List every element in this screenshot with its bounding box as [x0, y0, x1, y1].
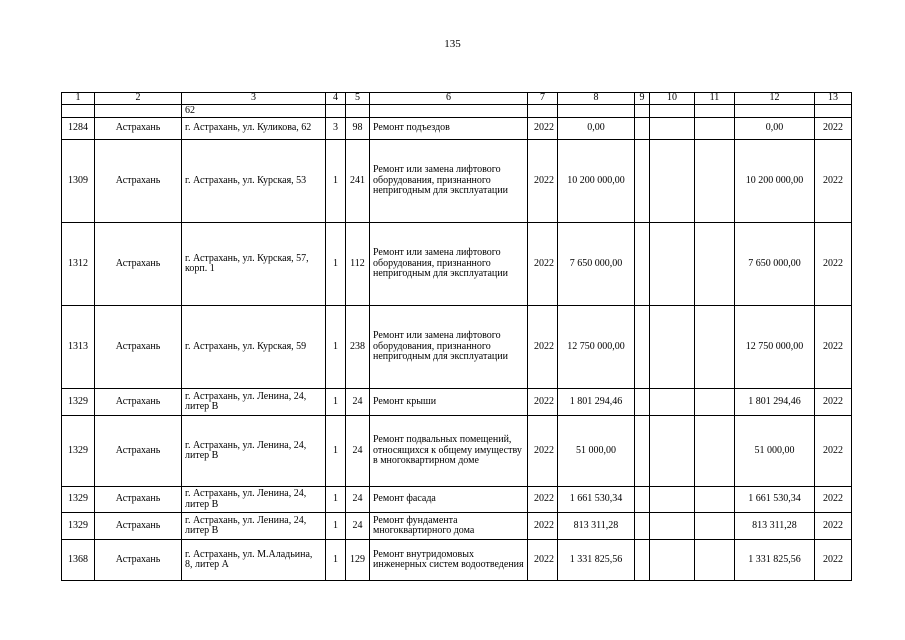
apartments-cell: 98	[346, 118, 370, 140]
col10-cell	[650, 487, 695, 513]
year-cell: 2022	[528, 513, 558, 540]
row-number-cell: 1284	[62, 118, 95, 140]
amount-cell: 1 661 530,34	[558, 487, 635, 513]
col10-cell	[650, 223, 695, 306]
col11-cell	[695, 487, 735, 513]
apartments-cell: 24	[346, 513, 370, 540]
work-type-cell: Ремонт внутридомовых инженерных систем водоотведения	[370, 540, 528, 581]
col9-cell	[635, 487, 650, 513]
year-cell: 2022	[528, 140, 558, 223]
column-number: 10	[650, 93, 695, 105]
city-cell: Астрахань	[95, 223, 182, 306]
apartments-cell: 112	[346, 223, 370, 306]
col9-cell	[635, 389, 650, 416]
address-cell: г. Астрахань, ул. Ленина, 24, литер В	[182, 487, 326, 513]
col11-cell	[695, 306, 735, 389]
column-number: 7	[528, 93, 558, 105]
col9-cell	[635, 118, 650, 140]
row-number-cell: 1368	[62, 540, 95, 581]
year-cell: 2022	[528, 540, 558, 581]
col10-cell	[650, 306, 695, 389]
row-number-cell: 1313	[62, 306, 95, 389]
total-cell: 7 650 000,00	[735, 223, 815, 306]
end-year-cell: 2022	[815, 306, 852, 389]
end-year-cell: 2022	[815, 513, 852, 540]
city-cell: Астрахань	[95, 540, 182, 581]
work-type-cell: Ремонт подвальных помещений, относящихся к общему имуществу в многоквартирном доме	[370, 416, 528, 487]
apartments-cell: 238	[346, 306, 370, 389]
entrances-cell: 3	[326, 118, 346, 140]
page-number: 135	[444, 38, 461, 50]
row-number-cell: 1329	[62, 513, 95, 540]
amount-cell: 0,00	[558, 118, 635, 140]
end-year-cell: 2022	[815, 416, 852, 487]
col11-cell	[695, 118, 735, 140]
apartments-cell: 129	[346, 540, 370, 581]
col9-cell	[635, 416, 650, 487]
table-row	[62, 118, 852, 140]
year-cell: 2022	[528, 118, 558, 140]
col9-cell	[635, 140, 650, 223]
address-cell: г. Астрахань, ул. Ленина, 24, литер В	[182, 416, 326, 487]
amount-cell: 10 200 000,00	[558, 140, 635, 223]
column-number-row	[62, 93, 852, 105]
col10-cell	[650, 389, 695, 416]
col9-cell	[635, 540, 650, 581]
column-number: 4	[326, 93, 346, 105]
work-type-cell: Ремонт подъездов	[370, 118, 528, 140]
row-number-cell: 1329	[62, 389, 95, 416]
col9-cell	[635, 306, 650, 389]
col10-cell	[650, 140, 695, 223]
table-row	[62, 140, 852, 223]
entrances-cell: 1	[326, 306, 346, 389]
table-row	[62, 306, 852, 389]
entrances-cell: 1	[326, 140, 346, 223]
amount-cell: 1 331 825,56	[558, 540, 635, 581]
city-cell: Астрахань	[95, 140, 182, 223]
entrances-cell: 1	[326, 487, 346, 513]
col11-cell	[695, 223, 735, 306]
col10-cell	[650, 118, 695, 140]
amount-cell: 813 311,28	[558, 513, 635, 540]
col10-cell	[650, 540, 695, 581]
row-number-cell: 1329	[62, 487, 95, 513]
city-cell: Астрахань	[95, 118, 182, 140]
year-cell: 2022	[528, 306, 558, 389]
row-number-cell: 1312	[62, 223, 95, 306]
col10-cell	[650, 416, 695, 487]
col10-cell	[650, 513, 695, 540]
col11-cell	[695, 540, 735, 581]
column-number: 12	[735, 93, 815, 105]
address-cell: 62	[182, 105, 326, 118]
total-cell: 10 200 000,00	[735, 140, 815, 223]
end-year-cell: 2022	[815, 540, 852, 581]
entrances-cell: 1	[326, 513, 346, 540]
apartments-cell: 24	[346, 416, 370, 487]
address-cell: г. Астрахань, ул. Курская, 57, корп. 1	[182, 223, 326, 306]
total-cell: 0,00	[735, 118, 815, 140]
end-year-cell: 2022	[815, 223, 852, 306]
apartments-cell: 241	[346, 140, 370, 223]
city-cell: Астрахань	[95, 416, 182, 487]
column-number: 1	[62, 93, 95, 105]
year-cell: 2022	[528, 487, 558, 513]
end-year-cell: 2022	[815, 487, 852, 513]
year-cell: 2022	[528, 416, 558, 487]
total-cell: 1 661 530,34	[735, 487, 815, 513]
row-number-cell: 1309	[62, 140, 95, 223]
column-number: 11	[695, 93, 735, 105]
row-number-cell: 1329	[62, 416, 95, 487]
end-year-cell: 2022	[815, 118, 852, 140]
year-cell: 2022	[528, 389, 558, 416]
apartments-cell: 24	[346, 389, 370, 416]
column-number: 9	[635, 93, 650, 105]
work-type-cell: Ремонт или замена лифтового оборудования, признанного непригодным для эксплуатации	[370, 223, 528, 306]
address-cell: г. Астрахань, ул. Ленина, 24, литер В	[182, 389, 326, 416]
total-cell: 1 801 294,46	[735, 389, 815, 416]
entrances-cell: 1	[326, 389, 346, 416]
total-cell: 51 000,00	[735, 416, 815, 487]
column-number: 3	[182, 93, 326, 105]
col9-cell	[635, 223, 650, 306]
col11-cell	[695, 416, 735, 487]
apartments-cell: 24	[346, 487, 370, 513]
entrances-cell: 1	[326, 416, 346, 487]
city-cell: Астрахань	[95, 513, 182, 540]
entrances-cell: 1	[326, 540, 346, 581]
amount-cell: 51 000,00	[558, 416, 635, 487]
table-row	[62, 223, 852, 306]
amount-cell: 1 801 294,46	[558, 389, 635, 416]
col11-cell	[695, 140, 735, 223]
address-cell: г. Астрахань, ул. М.Аладьина, 8, литер А	[182, 540, 326, 581]
repair-program-table	[61, 92, 852, 581]
work-type-cell: Ремонт фасада	[370, 487, 528, 513]
table-row	[62, 487, 852, 513]
col11-cell	[695, 513, 735, 540]
end-year-cell: 2022	[815, 389, 852, 416]
work-type-cell: Ремонт фундамента многоквартирного дома	[370, 513, 528, 540]
col11-cell	[695, 389, 735, 416]
column-number: 5	[346, 93, 370, 105]
table-row	[62, 416, 852, 487]
column-number: 13	[815, 93, 852, 105]
column-number: 2	[95, 93, 182, 105]
column-number: 8	[558, 93, 635, 105]
total-cell: 1 331 825,56	[735, 540, 815, 581]
table-row	[62, 389, 852, 416]
table-row	[62, 513, 852, 540]
work-type-cell: Ремонт или замена лифтового оборудования, признанного непригодным для эксплуатации	[370, 306, 528, 389]
total-cell: 813 311,28	[735, 513, 815, 540]
carry-over-row	[62, 105, 852, 118]
work-type-cell: Ремонт крыши	[370, 389, 528, 416]
address-cell: г. Астрахань, ул. Курская, 59	[182, 306, 326, 389]
address-cell: г. Астрахань, ул. Куликова, 62	[182, 118, 326, 140]
end-year-cell: 2022	[815, 140, 852, 223]
year-cell: 2022	[528, 223, 558, 306]
city-cell: Астрахань	[95, 487, 182, 513]
table-row	[62, 540, 852, 581]
amount-cell: 7 650 000,00	[558, 223, 635, 306]
entrances-cell: 1	[326, 223, 346, 306]
city-cell: Астрахань	[95, 389, 182, 416]
city-cell: Астрахань	[95, 306, 182, 389]
col9-cell	[635, 513, 650, 540]
address-cell: г. Астрахань, ул. Ленина, 24, литер В	[182, 513, 326, 540]
address-cell: г. Астрахань, ул. Курская, 53	[182, 140, 326, 223]
total-cell: 12 750 000,00	[735, 306, 815, 389]
column-number: 6	[370, 93, 528, 105]
work-type-cell: Ремонт или замена лифтового оборудования, признанного непригодным для эксплуатации	[370, 140, 528, 223]
amount-cell: 12 750 000,00	[558, 306, 635, 389]
